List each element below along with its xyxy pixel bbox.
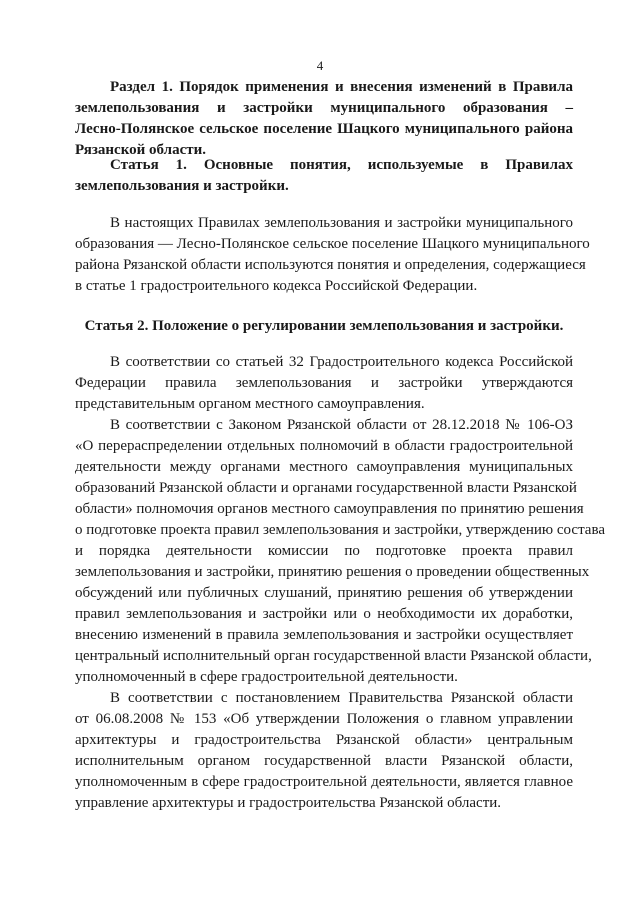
heading-line: Лесно-Полянское сельское поселение Шацкого муниципального района (75, 121, 573, 137)
text-line: Федерации правила землепользования и застройки утверждаются (75, 375, 573, 391)
text-line: уполномоченный в сфере градостроительной деятельности. (75, 669, 458, 685)
text-line: образований Рязанской области и органами государственной власти Рязанской (75, 480, 577, 496)
text-line: В соответствии с постановлением Правительства Рязанской области (110, 690, 573, 706)
heading-line: землепользования и застройки. (75, 178, 289, 194)
text-line: «О перераспределении отдельных полномочий в области градостроительной (75, 438, 573, 454)
text-line: обсуждений или публичных слушаний, принятию решения об утверждении (75, 585, 573, 601)
text-line: района Рязанской области используются понятия и определения, содержащиеся (75, 257, 586, 273)
text-line: от 06.08.2008 № 153 «Об утверждении Положения о главном управлении (75, 711, 573, 727)
text-line: исполнительным органом государственной власти Рязанской области, (75, 753, 573, 769)
text-line: образования — Лесно-Полянское сельское поселение Шацкого муниципального (75, 236, 590, 252)
text-line: и порядка деятельности комиссии по подготовке проекта правил (75, 543, 573, 559)
heading-line: Рязанской области. (75, 142, 207, 158)
text-line: деятельности между органами местного самоуправления муниципальных (75, 459, 573, 475)
heading-line: Статья 1. Основные понятия, используемые в Правилах (110, 157, 573, 173)
text-line: В настоящих Правилах землепользования и застройки муниципального (110, 215, 573, 231)
text-line: архитектуры и градостроительства Рязанской области» центральным (75, 732, 573, 748)
heading-line: Статья 2. Положение о регулировании землепользования и застройки. (84, 318, 564, 334)
text-line: в статье 1 градостроительного кодекса Российской Федерации. (75, 278, 478, 294)
text-line: правил землепользования и застройки или о необходимости их доработки, (75, 606, 573, 622)
page-number: 4 (316, 58, 324, 73)
heading-line: Раздел 1. Порядок применения и внесения изменений в Правила (110, 79, 573, 95)
text-line: В соответствии с Законом Рязанской области от 28.12.2018 № 106-ОЗ (110, 417, 573, 433)
text-line: представительным органом местного самоуправления. (75, 396, 425, 412)
text-line: области» полномочия органов местного самоуправления по принятию решения (75, 501, 584, 517)
text-line: внесению изменений в правила землепользования и застройки осуществляет (75, 627, 573, 643)
text-line: В соответствии со статьей 32 Градостроительного кодекса Российской (110, 354, 573, 370)
text-line: управление архитектуры и градостроительства Рязанской области. (75, 795, 502, 811)
text-line: уполномоченным в сфере градостроительной деятельности, является главное (75, 774, 573, 790)
text-line: о подготовке проекта правил землепользования и застройки, утверждению состава (75, 522, 606, 538)
heading-line: землепользования и застройки муниципального образования – (75, 100, 573, 116)
text-line: землепользования и застройки, принятию решения о проведении общественных (75, 564, 590, 580)
text-line: центральный исполнительный орган государственной власти Рязанской области, (75, 648, 592, 664)
